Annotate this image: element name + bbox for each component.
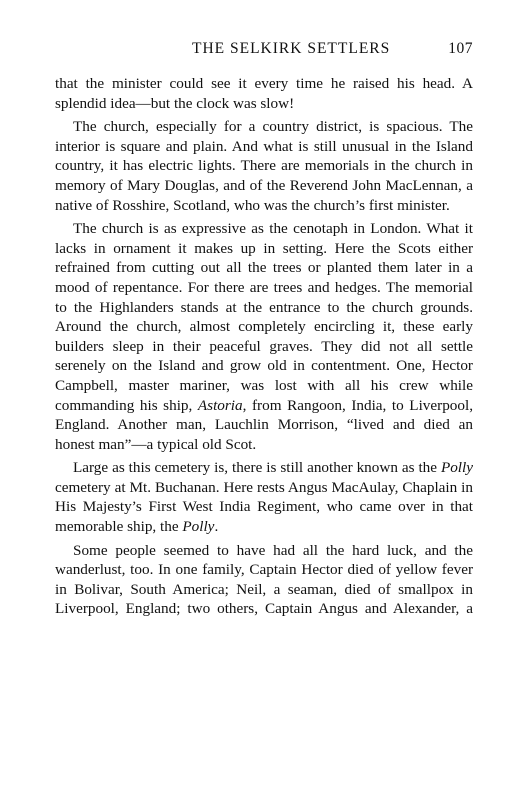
paragraph: [55, 458, 473, 536]
text-segment: that the minister could see it every time he raised his head. A splendid idea—but the clock was slow!: [55, 75, 473, 112]
paragraph: [55, 219, 473, 454]
italic-text: Astoria: [197, 396, 243, 414]
text-segment: .: [214, 518, 219, 536]
paragraph: [55, 117, 473, 215]
paragraph: [55, 74, 473, 113]
italic-text: Polly: [440, 459, 473, 477]
page-number: 107: [448, 40, 473, 57]
book-page: [55, 40, 473, 623]
text-segment: Some people seemed to have had all the hard luck, and the wanderlust, too. In one family, Captain Hector died of yellow fever in Bolivar, South America; Neil, a seaman, died of smallpox in Liverpool, England; two others, Captain Angus and Alexander, a: [55, 541, 473, 618]
running-title: THE SELKIRK SETTLERS: [192, 40, 391, 57]
text-segment: , from Rangoon, India, to Liverpool, England. Another man, Lauchlin Morrison, “lived and died an honest man”—a typical old Scot.: [55, 396, 473, 453]
body-text: [55, 74, 473, 619]
text-segment: cemetery at Mt. Buchanan. Here rests Angus MacAulay, Chaplain in His Majesty’s First West India Regiment, who came over in that memorable ship, the: [55, 478, 473, 536]
running-head: [55, 40, 473, 66]
text-segment: The church is as expressive as the cenotaph in London. What it lacks in ornament it makes up in setting. Here the Scots either refrained from cutting out all the trees or planted them later in a mood of repentance. For there are trees and hedges. The memorial to the Highlanders stands at the entrance to the church grounds. Around the church, almost completely encircling it, these early builders sleep in their peaceful graves. They did not all settle serenely on the Island and grow old in contentment. One, Hector Campbell, master mariner, was lost with all his crew while commanding his ship,: [55, 220, 473, 414]
text-segment: Large as this cemetery is, there is still another known as the: [73, 459, 441, 477]
paragraph: [55, 541, 473, 619]
italic-text: Polly: [182, 518, 215, 536]
text-segment: The church, especially for a country district, is spacious. The interior is square and plain. And what is still unusual in the Island country, it has electric lights. There are memorials in the church in memory of Mary Douglas, and of the Reverend John MacLennan, a native of Rosshire, Scotland, who was the church’s first minister.: [55, 118, 473, 214]
